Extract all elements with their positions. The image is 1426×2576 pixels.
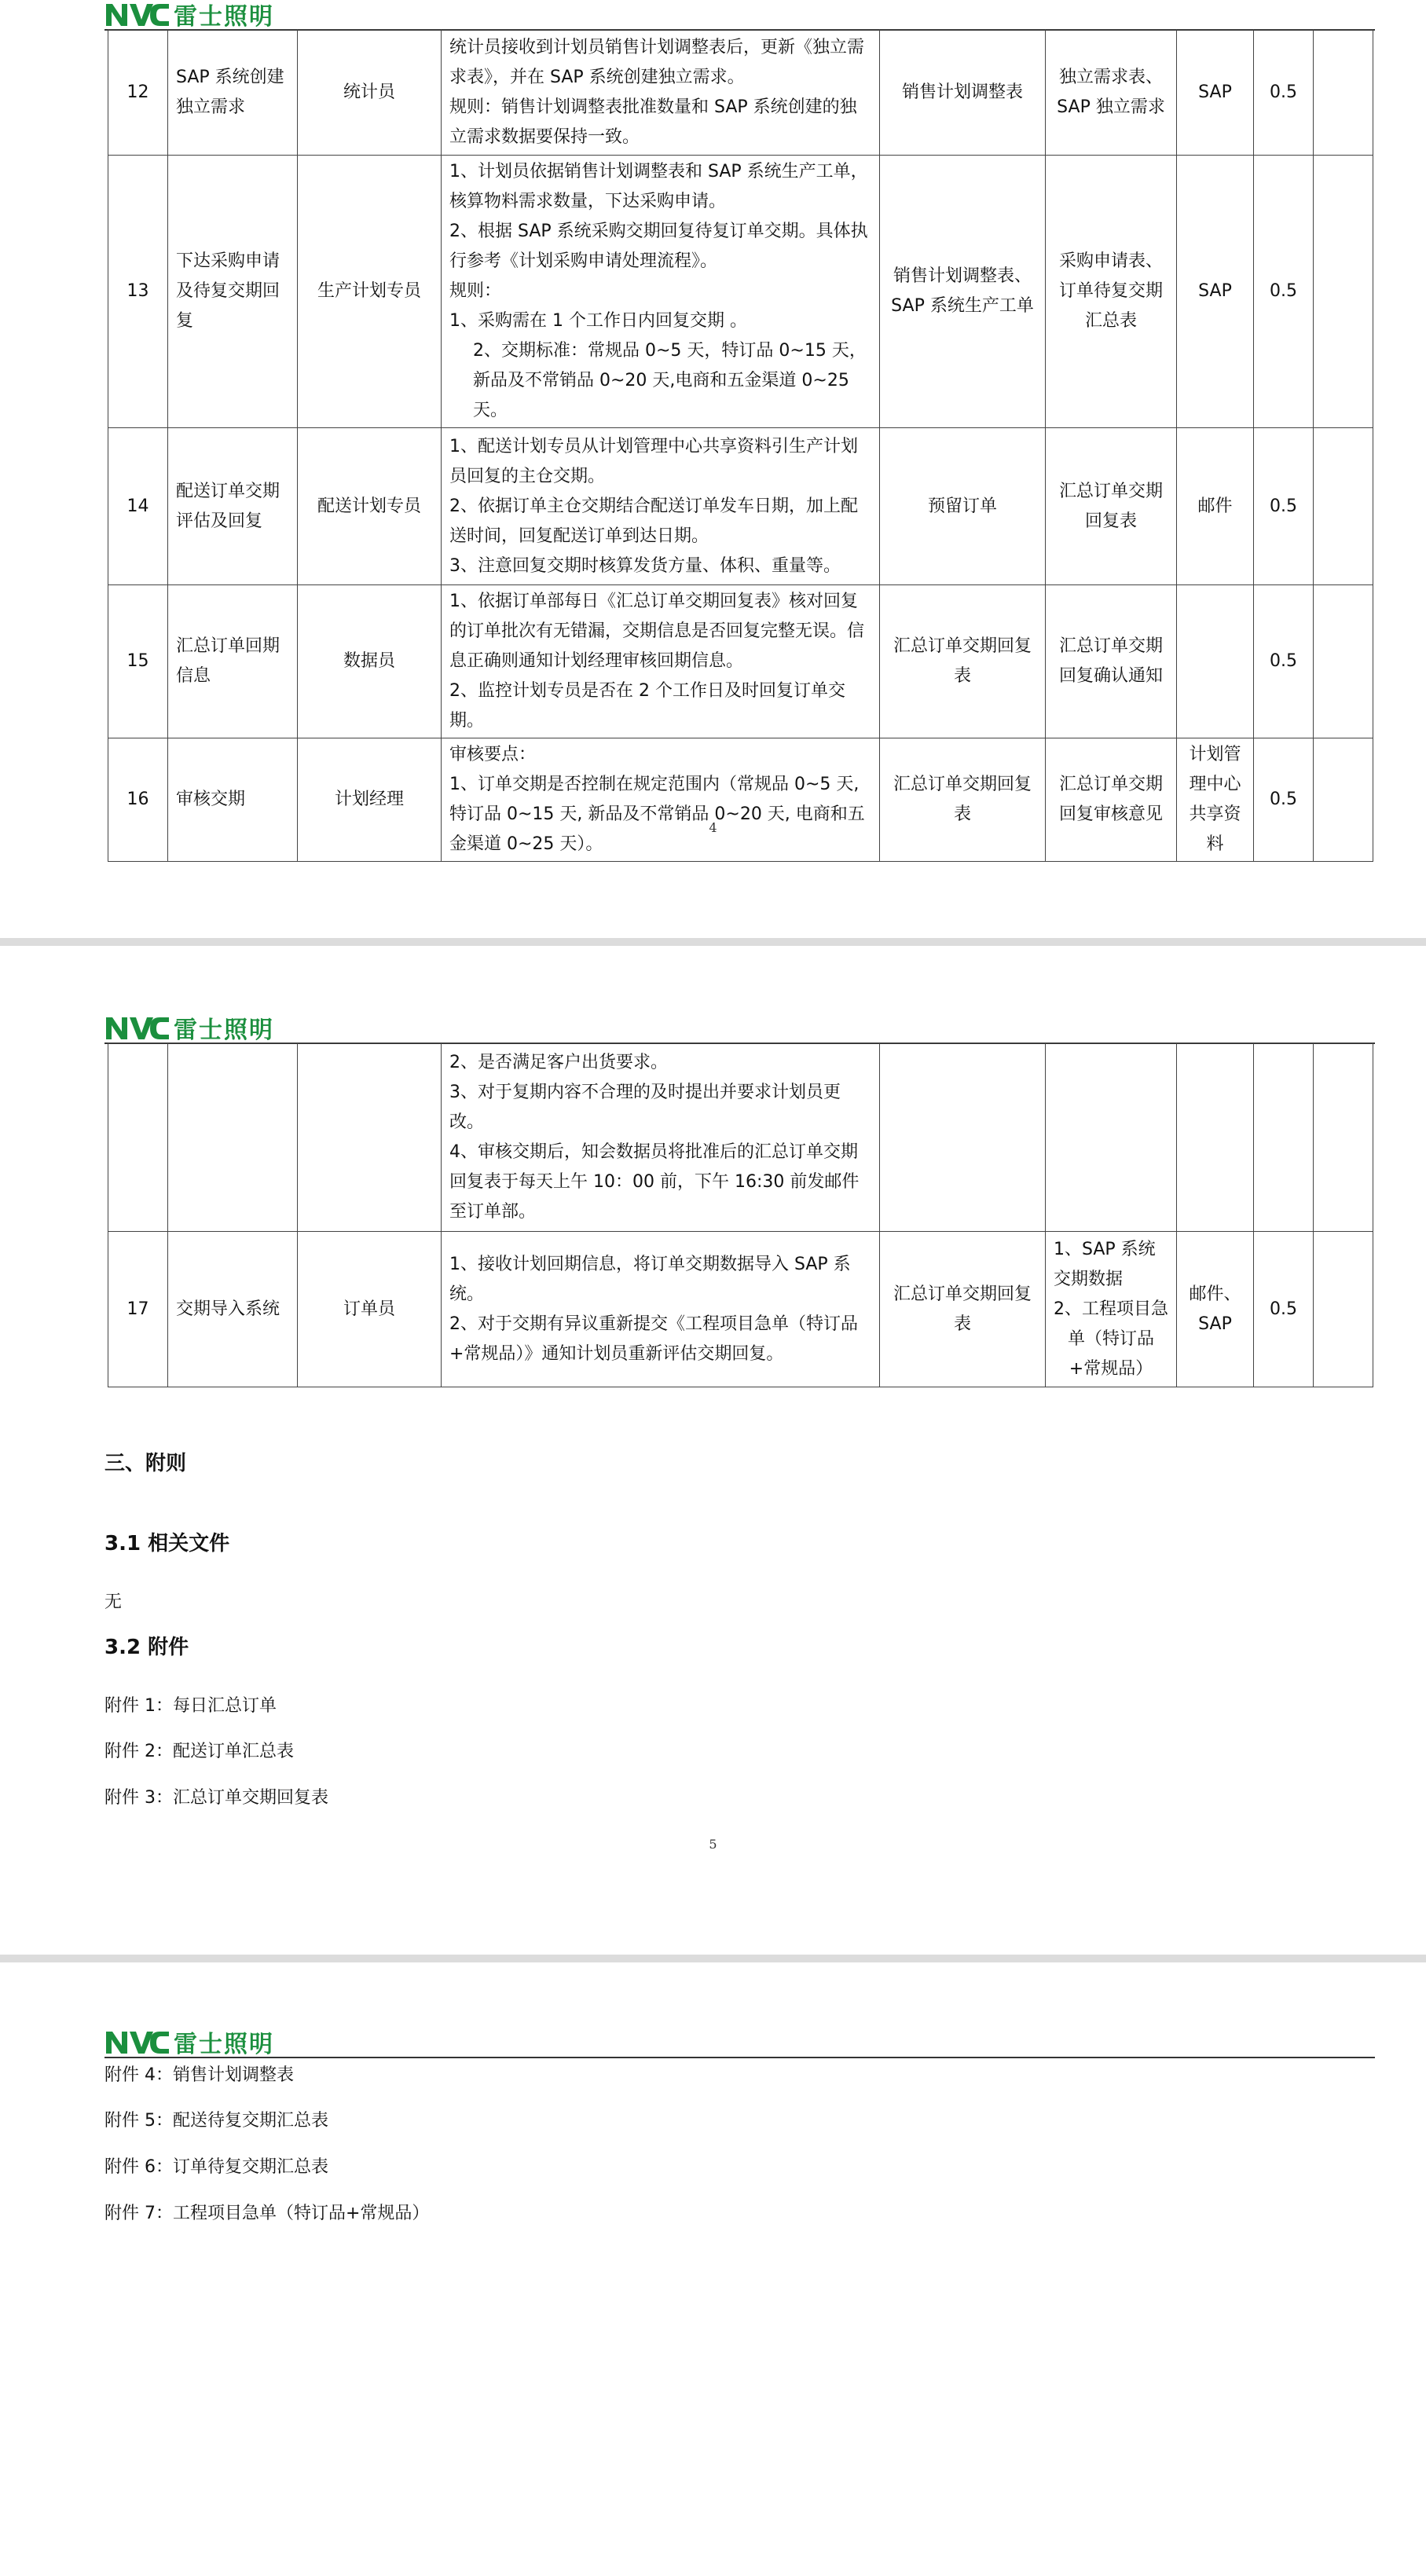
step-time: 0.5 <box>1254 1232 1314 1387</box>
content-line: 2、依据订单主仓交期结合配送订单发车日期，加上配送时间，回复配送订单到达日期。 <box>449 496 858 546</box>
step-output: 独立需求表、SAP 独立需求 <box>1046 30 1177 156</box>
step-number: 17 <box>108 1232 168 1387</box>
empty-cell <box>1314 428 1373 585</box>
table-row <box>108 428 1373 585</box>
table-row <box>108 585 1373 738</box>
step-time: 0.5 <box>1254 156 1314 428</box>
content-line: 3、对于复期内容不合理的及时提出并要求计划员更改。 <box>449 1082 841 1132</box>
attachment-item: 附件 6：订单待复交期汇总表 <box>104 2157 328 2177</box>
step-role: 统计员 <box>298 30 442 156</box>
document-page-5 <box>0 946 1426 1955</box>
step-content <box>442 428 880 585</box>
section-title: 三、附则 <box>104 1452 187 1475</box>
empty-cell <box>1314 738 1373 862</box>
step-input: 汇总订单交期回复表 <box>880 585 1046 738</box>
step-name: 交期导入系统 <box>168 1232 298 1387</box>
content-line: 1、计划员依据销售计划调整表和 SAP 系统生产工单，核算物料需求数量，下达采购申请。 <box>449 162 868 211</box>
content-line: 1、配送计划专员从计划管理中心共享资料引生产计划员回复的主仓交期。 <box>449 436 858 486</box>
step-name: 汇总订单回期信息 <box>168 585 298 738</box>
content-line: 1、采购需在 1 个工作日内回复交期 。 <box>449 311 747 331</box>
step-time: 0.5 <box>1254 428 1314 585</box>
table-row <box>108 1043 1373 1232</box>
content-line: 2、监控计划专员是否在 2 个工作日及时回复订单交期。 <box>449 681 845 731</box>
step-content <box>442 738 880 862</box>
empty-cell <box>1314 1043 1373 1232</box>
process-table-continued <box>108 1042 1373 1387</box>
company-logo <box>104 1013 274 1042</box>
document-page-4 <box>0 0 1426 938</box>
table-row <box>108 1232 1373 1387</box>
step-input: 预留订单 <box>880 428 1046 585</box>
content-line: 2、对于交期有异议重新提交《工程项目急单（特订品+常规品）》通知计划员重新评估交期回复。 <box>449 1314 858 1364</box>
step-system: SAP <box>1177 30 1254 156</box>
empty-cell <box>108 1043 168 1232</box>
step-content <box>442 585 880 738</box>
nvc-logo-icon <box>104 1014 170 1041</box>
step-time: 0.5 <box>1254 585 1314 738</box>
step-name: 配送订单交期评估及回复 <box>168 428 298 585</box>
empty-cell <box>1314 1232 1373 1387</box>
subsection-attachments: 3.2 附件 <box>104 1636 189 1659</box>
logo-text: 雷士照明 <box>174 2031 274 2058</box>
process-table <box>108 29 1373 862</box>
attachment-item: 附件 3：汇总订单交期回复表 <box>104 1788 328 1808</box>
content-line: 统计员接收到计划员销售计划调整表后，更新《独立需求表》，并在 SAP 系统创建独立需求。 <box>449 37 865 87</box>
step-number: 15 <box>108 585 168 738</box>
empty-cell <box>1177 1043 1254 1232</box>
step-output <box>1046 1232 1177 1387</box>
step-name: SAP 系统创建独立需求 <box>168 30 298 156</box>
table-row <box>108 156 1373 428</box>
content-line: 1、接收计划回期信息，将订单交期数据导入 SAP 系统。 <box>449 1254 851 1304</box>
step-output: 采购申请表、订单待复交期汇总表 <box>1046 156 1177 428</box>
attachment-item: 附件 7：工程项目急单（特订品+常规品） <box>104 2204 430 2223</box>
step-content <box>442 1043 880 1232</box>
nvc-logo-icon <box>104 1 170 27</box>
attachment-item: 附件 1：每日汇总订单 <box>104 1696 277 1716</box>
nvc-logo-icon <box>104 2028 170 2055</box>
step-input: 汇总订单交期回复表 <box>880 1232 1046 1387</box>
step-system: 邮件、SAP <box>1177 1232 1254 1387</box>
content-line: 规则：销售计划调整表批准数量和 SAP 系统创建的独立需求数据要保持一致。 <box>449 97 857 147</box>
logo-text: 雷士照明 <box>174 3 274 31</box>
content-line: 1、订单交期是否控制在规定范围内（常规品 0~5 天,特订品 0~15 天, 新品及不常销品 0~20 天, 电商和五金渠道 0~25 天）。 <box>449 775 865 854</box>
step-input: 销售计划调整表 <box>880 30 1046 156</box>
step-output: 汇总订单交期回复审核意见 <box>1046 738 1177 862</box>
step-content <box>442 30 880 156</box>
step-name: 下达采购申请及待复交期回复 <box>168 156 298 428</box>
step-content <box>442 156 880 428</box>
empty-cell <box>1314 156 1373 428</box>
step-number: 14 <box>108 428 168 585</box>
step-output: 汇总订单交期回复表 <box>1046 428 1177 585</box>
step-input: 销售计划调整表、SAP 系统生产工单 <box>880 156 1046 428</box>
related-files-value: 无 <box>104 1592 123 1612</box>
attachment-item: 附件 2：配送订单汇总表 <box>104 1742 294 1761</box>
step-system: SAP <box>1177 156 1254 428</box>
content-line: 4、审核交期后，知会数据员将批准后的汇总订单交期回复表于每天上午 10：00 前，下午 16:30 前发邮件至订单部。 <box>449 1141 860 1222</box>
empty-cell <box>1314 30 1373 156</box>
step-role: 计划经理 <box>298 738 442 862</box>
content-line: 审核要点： <box>449 745 537 764</box>
page-number: 4 <box>709 820 717 835</box>
content-line: 1、依据订单部每日《汇总订单交期回复表》核对回复的订单批次有无错漏，交期信息是否回复完整无误。信息正确则通知计划经理审核回期信息。 <box>449 592 865 671</box>
step-role: 生产计划专员 <box>298 156 442 428</box>
step-time: 0.5 <box>1254 30 1314 156</box>
step-number: 13 <box>108 156 168 428</box>
step-role: 配送计划专员 <box>298 428 442 585</box>
step-output: 汇总订单交期回复确认通知 <box>1046 585 1177 738</box>
step-system: 邮件 <box>1177 428 1254 585</box>
step-system: 计划管理中心共享资料 <box>1177 738 1254 862</box>
step-number: 12 <box>108 30 168 156</box>
company-logo <box>104 2028 274 2056</box>
logo-text: 雷士照明 <box>174 1017 274 1044</box>
step-time: 0.5 <box>1254 738 1314 862</box>
content-line: 2、交期标准：常规品 0~5 天，特订品 0~15 天，新品及不常销品 0~20 天,电商和五金渠道 0~25 天。 <box>473 341 867 420</box>
content-line: 规则： <box>449 281 502 301</box>
content-line: 2、工程项目急单（特订品+常规品） <box>1054 1299 1168 1379</box>
subsection-related-files: 3.1 相关文件 <box>104 1532 230 1555</box>
content-line: 3、注意回复交期时核算发货方量、体积、重量等。 <box>449 555 841 576</box>
empty-cell <box>1254 1043 1314 1232</box>
content-line: 2、根据 SAP 系统采购交期回复待复订单交期。具体执行参考《计划采购申请处理流程》。 <box>449 222 868 271</box>
header-rule <box>104 2057 1375 2058</box>
page-number: 5 <box>709 1837 717 1852</box>
table-row <box>108 738 1373 862</box>
empty-cell <box>1046 1043 1177 1232</box>
content-line: 2、是否满足客户出货要求。 <box>449 1052 668 1072</box>
step-name: 审核交期 <box>168 738 298 862</box>
page-separator <box>0 1955 1426 1962</box>
document-page-6 <box>0 1963 1426 2576</box>
step-input: 汇总订单交期回复表 <box>880 738 1046 862</box>
empty-cell <box>168 1043 298 1232</box>
step-number: 16 <box>108 738 168 862</box>
step-content <box>442 1232 880 1387</box>
content-line: 1、SAP 系统交期数据 <box>1054 1239 1156 1289</box>
table-row <box>108 30 1373 156</box>
page-separator <box>0 938 1426 946</box>
step-role: 数据员 <box>298 585 442 738</box>
attachment-item: 附件 5：配送待复交期汇总表 <box>104 2111 328 2131</box>
step-system <box>1177 585 1254 738</box>
empty-cell <box>1314 585 1373 738</box>
empty-cell <box>880 1043 1046 1232</box>
company-logo <box>104 0 274 31</box>
attachment-item: 附件 4：销售计划调整表 <box>104 2065 294 2085</box>
empty-cell <box>298 1043 442 1232</box>
step-role: 订单员 <box>298 1232 442 1387</box>
